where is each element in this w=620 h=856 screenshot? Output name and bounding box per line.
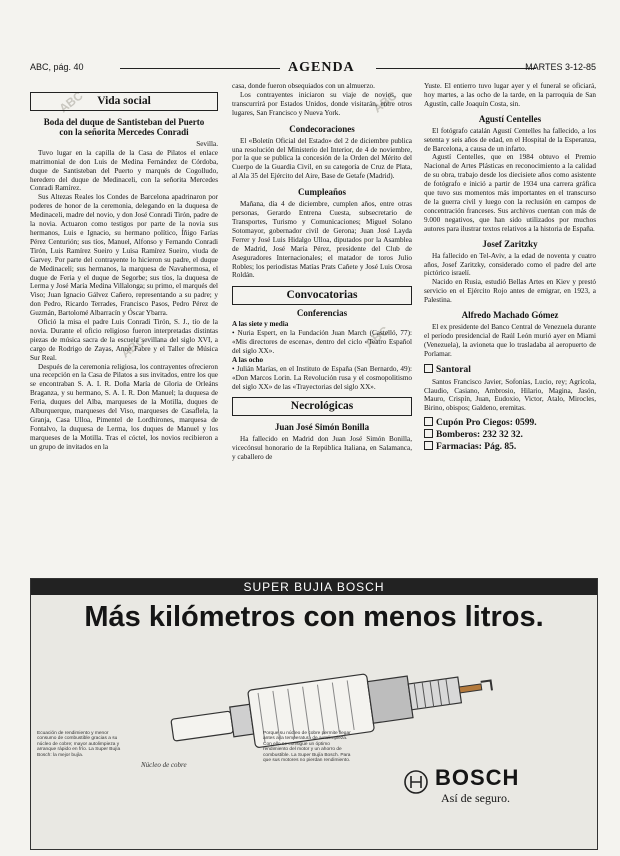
paragraph: Los contrayentes iniciaron su viaje de novios, que transcurrirá por Estados Unidos, donde visitarán, entre otros lugares, San Francisco y Nueva York. xyxy=(232,90,412,117)
article-title-line-1: Boda del duque de Santisteban del Puerto xyxy=(43,116,205,127)
farmacias-line xyxy=(424,441,596,453)
section-title: AGENDA xyxy=(288,60,355,75)
paragraph: Tuvo lugar en la capilla de la Casa de Pilatos el enlace matrimonial de don Luis de Medina Fernández de Córdoba, duque de Santisteban del Puerto y marqués de Cogolludo, heredero del duque de Medinaceli, con la señorita Mercedes Conradi Ramírez. xyxy=(30,148,218,193)
page-header xyxy=(30,60,596,76)
article-title-line-2: con la señorita Mercedes Conradi xyxy=(59,126,189,137)
checkbox-icon xyxy=(424,364,433,373)
obituary-name: Alfredo Machado Gómez xyxy=(461,310,559,321)
cumpleanos-heading: Cumpleaños xyxy=(297,187,346,198)
middle-column xyxy=(232,82,412,462)
header-rule-right xyxy=(376,68,536,69)
bosch-tagline: Así de seguro. xyxy=(441,791,510,805)
necrologicas-heading: Necrológicas xyxy=(232,397,412,416)
paragraph: casa, donde fueron obsequiados con un almuerzo. xyxy=(232,82,375,90)
paragraph: Yuste. El entierro tuvo lugar ayer y el funeral se oficiará, hoy martes, a las ocho de la tarde, en la parroquia de San Agustín, calle Joaquín Costa, sin. xyxy=(424,82,596,108)
watermark: ABC xyxy=(56,88,86,116)
advert-caption: Núcleo de cobre xyxy=(141,761,187,769)
cupon-line xyxy=(424,417,596,429)
cupon-label: Cupón Pro Ciegos: 0599. xyxy=(436,418,537,429)
advert-fine-print-right: Porque su núcleo de cobre permite llegar antes a la temperatura de autolimpieza. Con ello se consigue un óptimo rendimiento del motor y un ahorro de combustible. La Super Bujía Bosch. Para que sus motores no pierdan rendimiento. xyxy=(263,731,351,764)
santoral-heading xyxy=(424,364,596,376)
obituary-name: Agustí Centelles xyxy=(478,113,542,124)
page-number: ABC, pág. 40 xyxy=(30,62,84,72)
bosch-advert xyxy=(30,578,598,850)
advert-band: SUPER BUJIA BOSCH xyxy=(31,579,597,595)
dateline: Sevilla. xyxy=(196,139,218,148)
paragraph: Agustí Centelles, que en 1984 obtuvo el Premio Nacional de Artes Plásticas en reconocimiento a la calidad de su obra, trabajo desde los diecisiete años como asistente de fotógrafo e inició a partir de 1934 una carrera gráfica que tuvo sus momentos más importantes en el transcurso de la guerra civil y luego con la reclusión en campos de concentración franceses. Sus archivos cuentan con más de 9.000 negativos, que han sido utilizados por muchos autores para ilustrar textos relativos a la historia de España. xyxy=(424,153,596,233)
paragraph: Nacido en Rusia, estudió Bellas Artes en Kiev y prestó servicio en el Ejército Rojo antes de emigrar, en 1923, a Palestina. xyxy=(424,278,596,305)
condecoraciones-heading: Condecoraciones xyxy=(289,123,355,134)
paragraph: Mañana, día 4 de diciembre, cumplen años, entre otras personas, Gerardo Entrena Cuesta, subsecretario de Transportes, Turismo y Comunicaciones; Miguel Solano Sotomayor, gobernador civil de Gerona; Juan José Layda Ferrer y José Luis Hidalgo Ulloa, diputados por la Asamblea de Madrid, José María Pérez, presidente del Club de Aseguradores Internacionales; el matador de toros Julio Robles; los periodistas Matías Prats Cañete y José Luis Orosa Roldán. xyxy=(232,200,412,280)
checkbox-icon xyxy=(424,429,433,438)
paragraph: Santos Francisco Javier, Sofonías, Lucio, rey; Agrícola, Claudio, Casiano, Ambrosio, Hilario, Magina, Jasón, Mauro, Crispín, Juan, Eudoxio, Victor, Atalo, Mirocles, Birino, obispos; Galdeno, eremitas. xyxy=(424,377,596,413)
issue-date: MARTES 3-12-85 xyxy=(525,62,596,72)
bosch-logo-icon xyxy=(403,769,429,795)
checkbox-icon xyxy=(424,417,433,426)
header-rule-left xyxy=(120,68,280,69)
bosch-brand: BOSCH xyxy=(435,765,520,790)
conference-item: • Nuria Espert, en la Fundación Juan March (Castelló, 77): «Mis directores de escena», dentro del ciclo «Teatro Español del siglo XX». xyxy=(232,329,412,355)
watermark: ABC xyxy=(362,323,392,351)
paragraph: Ha fallecido en Tel-Aviv, a la edad de noventa y cuatro años, Josef Zaritzky, considerado como el padre del arte pictórico israelí. xyxy=(424,251,596,278)
watermark: ABC xyxy=(370,88,400,116)
conferencias-heading: Conferencias xyxy=(296,308,348,319)
right-column xyxy=(424,82,596,453)
paragraph: El fotógrafo catalán Agustí Centelles ha fallecido, a los setenta y seis años de edad, en el Hospital de la Esperanza, de Barcelona, a causa de un infarto. xyxy=(424,126,596,153)
paragraph: Después de la ceremonia religiosa, los contrayentes ofrecieron una recepción en la Casa de Pilatos a sus invitados, entre los que se encontraban S. A. I. R. Doña María de Gloria de Orleáns Braganza, y su hermano, S. A. I. R. Don Manuel; la duquesa de Feria, duques del Alba, marqueses de la Motilla, duques de Alburquerque, marqueses del Viso, marqueses de Casaflela, la Granja, Casa Ulloa, Pimentel de Lordhirones, marquesa de Fontalvo, la duquesa de Lerma, los duques de Manuel y los marqueses de la Motilla. Tras el cóctel, los novios recibieron a un grupo de invitados en la xyxy=(30,362,218,451)
conference-item: • Julián Marías, en el Instituto de España (San Bernardo, 49): «Don Marcos Lorin. La Revolución rusa y el cosmopolitismo del siglo XX» de las «Trayectorias del siglo XX». xyxy=(232,364,412,391)
vida-social-heading: Vida social xyxy=(30,92,218,111)
paragraph: Sus Altezas Reales los Condes de Barcelona apadrinaron por poderes de honor de la ceremonia, delegando en la duquesa de Medinaceli, madre del novio, y don José Conradi Tirón, padre de la novia. Actuaron como testigos por parte de la novia sus hermanos, Luis e Ignacio, su hermano político, Íñigo Farías Pérez Centurión; sus tíos, Manuel, Alfonso y Fernando Conradi Tirón, Luis Ramírez Sueiro y Luisa Ramírez Sueiro, viuda de Garvey. Por parte del contrayente lo hicieron su padre, el duque de Medinaceli; sus hermanos, la marquesa de Navahermosa, el duque de Feria y el duque de Segorbe; sus tíos, la duquesa de Lerma y José María Medina Villalonga; su primo, el marqués del Viso; Juan Ignacio Gálvez Cañero, representando a su padre; y don Pedro, Ricardo Terrades, Francisco Pasos, Pedro Pérez de Guzmán, Bartolomé Albarracín y Óscar Ybarra. xyxy=(30,193,218,318)
santoral-label: Santoral xyxy=(436,364,471,375)
left-column xyxy=(30,92,218,452)
obituary-name: Josef Zaritzky xyxy=(482,238,538,249)
advert-slogan: Más kilómetros con menos litros. xyxy=(84,601,544,633)
paragraph: Ha fallecido en Madrid don Juan José Simón Bonilla, vicecónsul honorario de la República Italiana, en Salamanca, y caballero de xyxy=(232,435,412,462)
bomberos-label: Bomberos: 232 32 32. xyxy=(436,430,523,441)
paragraph: El «Boletín Oficial del Estado» del 2 de diciembre publica una resolución del Ministerio del Interior, de 4 de noviembre, por la que se publica la concesión de la Orden del Mérito del Cuerpo de la Guardia Civil, en su categoría de Cruz de Plata, al Ala 35 del Ejército del Aire, Base de Getafe (Madrid). xyxy=(232,136,412,181)
convocatorias-heading: Convocatorias xyxy=(232,286,412,305)
bomberos-line xyxy=(424,429,596,441)
paragraph: Ofició la misa el padre Luis Conradi Tirón, S. J., tío de la novia. Durante el oficio religioso fueron interpretadas distintas piezas de música sacra de la escuela sevillana del siglo XVI, a cargo de Rodrigo de Zayas, Anne Fabre y el Taller de Música Sur Real. xyxy=(30,318,218,362)
time-label: A las ocho xyxy=(232,355,264,364)
checkbox-icon xyxy=(424,441,433,450)
obituary-name: Juan José Simón Bonilla xyxy=(274,422,370,433)
advert-fine-print-left: Ecuación de rendimiento y menor consumo de combustible gracias a su núcleo de cobre; mayor autolimpieza y arranque rápido en frío. La Super Bujía Bosch: la mejor bujía. xyxy=(37,731,121,758)
watermark: ABC xyxy=(118,333,148,361)
paragraph: El ex presidente del Banco Central de Venezuela durante el período presidencial de Raúl León murió ayer en Miami (Venezuela), la avioneta que lo trasladaba al aeropuerto de Porlamar. xyxy=(424,323,596,358)
farmacias-label: Farmacias: Pág. 85. xyxy=(436,442,517,453)
time-label: A las siete y media xyxy=(232,320,289,329)
